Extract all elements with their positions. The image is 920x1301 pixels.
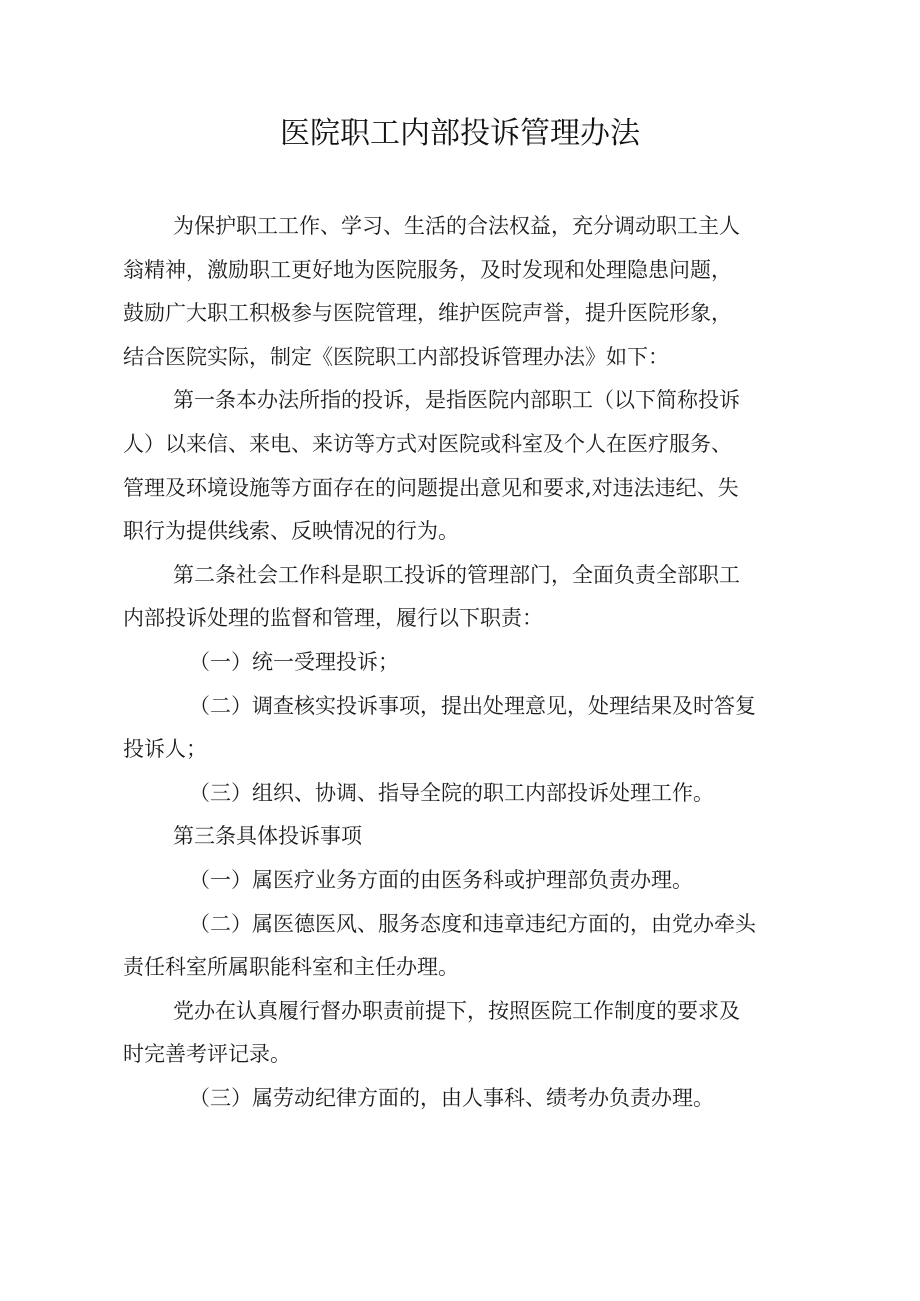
body-line: 人）以来信、来电、来访等方式对医院或科室及个人在医疗服务、 <box>123 431 732 456</box>
body-line: 第二条社会工作科是职工投诉的管理部门，全面负责全部职工 <box>173 562 740 587</box>
body-line: （二）属医德医风、服务态度和违章违纪方面的，由党办牵头 <box>189 911 756 936</box>
body-line: 第一条本办法所指的投诉，是指医院内部职工（以下简称投诉 <box>173 388 740 413</box>
body-line: （一）统一受理投诉； <box>189 649 399 674</box>
body-line: 责任科室所属职能科室和主任办理。 <box>123 955 459 980</box>
document-body <box>123 205 803 1120</box>
document-title: 医院职工内部投诉管理办法 <box>280 116 640 151</box>
body-line: 党办在认真履行督办职责前提下，按照医院工作制度的要求及 <box>173 998 740 1023</box>
body-line: （三）组织、协调、指导全院的职工内部投诉处理工作。 <box>189 780 714 805</box>
body-line: 内部投诉处理的监督和管理，履行以下职责： <box>123 606 543 631</box>
body-line: 翁精神，激励职工更好地为医院服务，及时发现和处理隐患问题， <box>123 257 732 282</box>
body-line: （三）属劳动纪律方面的，由人事科、绩考办负责办理。 <box>189 1085 714 1110</box>
body-line: 结合医院实际，制定《医院职工内部投诉管理办法》如下： <box>123 344 669 369</box>
body-line: 第三条具体投诉事项 <box>173 824 362 849</box>
body-line: 鼓励广大职工积极参与医院管理，维护医院声誉，提升医院形象， <box>123 301 732 326</box>
body-line: 职行为提供线索、反映情况的行为。 <box>123 519 459 544</box>
body-line: （一）属医疗业务方面的由医务科或护理部负责办理。 <box>189 867 693 892</box>
body-line: （二）调查核实投诉事项，提出处理意见，处理结果及时答复 <box>189 693 756 718</box>
body-line: 投诉人； <box>123 737 207 762</box>
body-line: 时完善考评记录。 <box>123 1042 291 1067</box>
body-line: 管理及环境设施等方面存在的问题提出意见和要求,对违法违纪、失 <box>123 475 739 500</box>
body-line: 为保护职工工作、学习、生活的合法权益，充分调动职工主人 <box>173 214 740 238</box>
